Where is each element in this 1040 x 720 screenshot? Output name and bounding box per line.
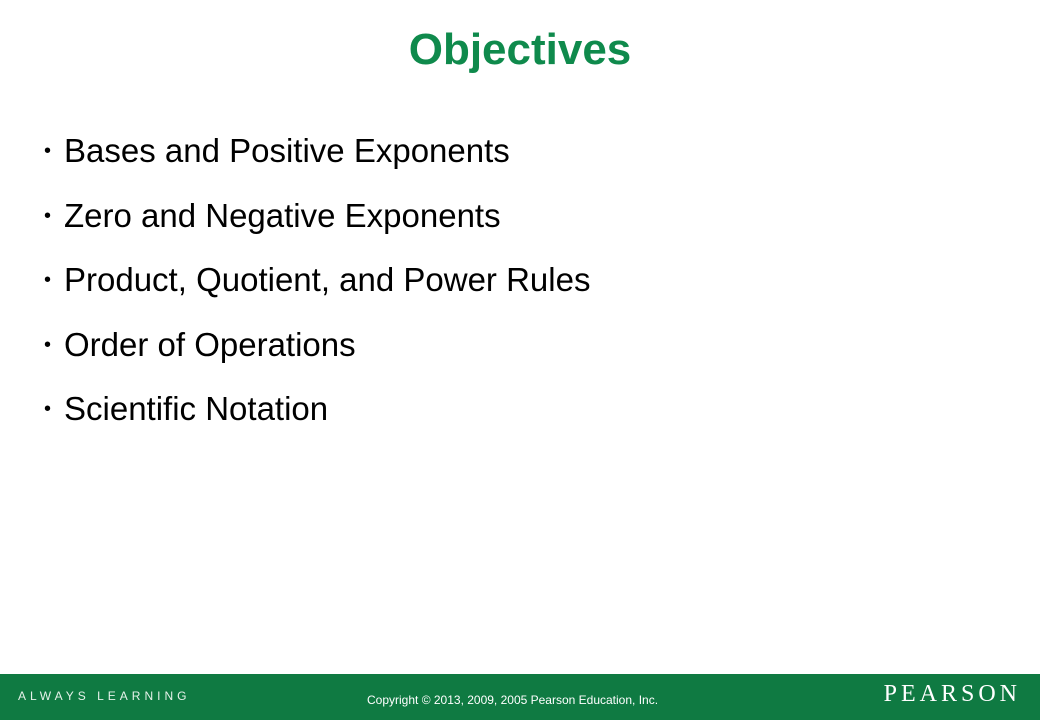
bullet-icon: • xyxy=(44,333,52,356)
bullet-text: Scientific Notation xyxy=(64,390,329,427)
copyright-notice: Copyright © 2013, 2009, 2005 Pearson Education, Inc. xyxy=(367,693,659,707)
list-item xyxy=(44,320,590,385)
pearson-logo: PEARSON xyxy=(883,681,1021,707)
bullet-icon: • xyxy=(44,398,52,420)
bullet-text: Zero and Negative Exponents xyxy=(64,196,501,234)
footer-tagline: ALWAYS LEARNING xyxy=(18,689,191,703)
footer-bar xyxy=(0,674,1040,720)
list-item xyxy=(44,191,590,256)
bullet-icon: • xyxy=(44,140,52,162)
list-item xyxy=(44,255,590,320)
list-item xyxy=(44,384,590,449)
bullet-text: Product, Quotient, and Power Rules xyxy=(64,261,591,298)
bullet-text: Bases and Positive Exponents xyxy=(64,132,510,169)
bullet-text: Order of Operations xyxy=(64,325,356,363)
slide-title: Objectives xyxy=(408,25,632,74)
list-item xyxy=(44,126,590,191)
bullet-icon: • xyxy=(44,269,52,291)
bullet-icon: • xyxy=(44,204,52,227)
objectives-list xyxy=(44,126,590,449)
